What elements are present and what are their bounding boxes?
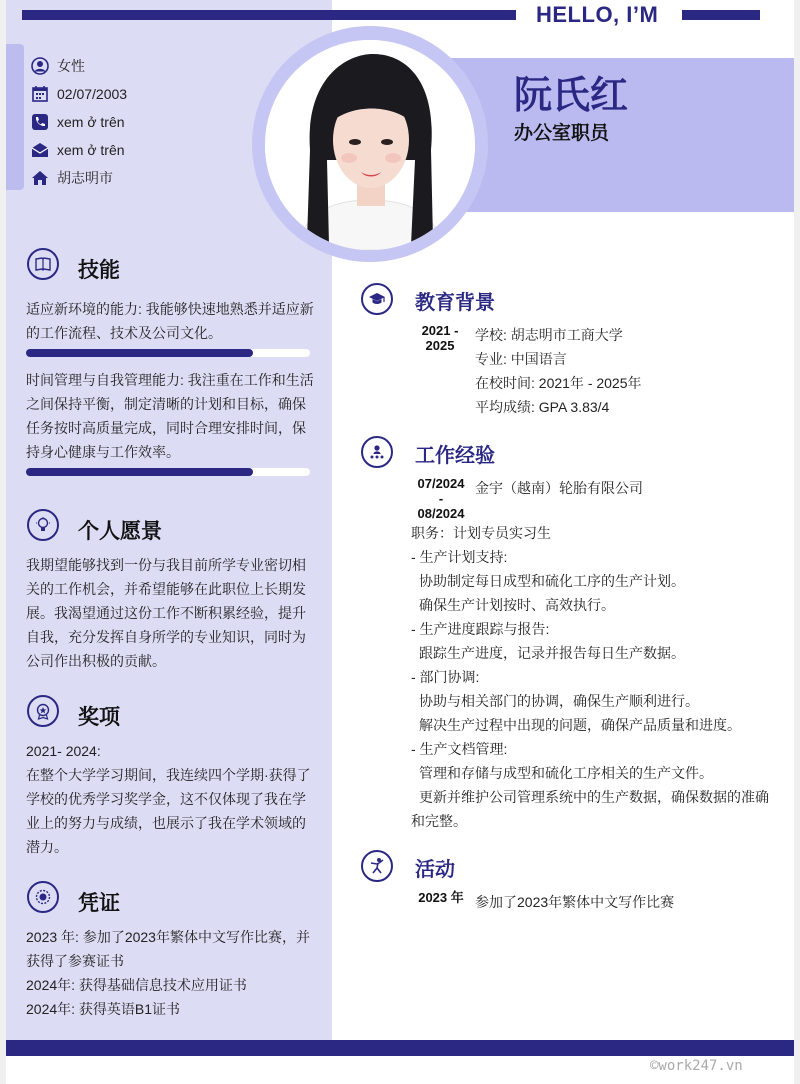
certificate-item: 2023 年: 参加了2023年繁体中文写作比赛，并获得了参赛证书 [26,929,310,969]
certificates-title: 凭证 [78,892,120,915]
contact-text: xem ở trên [57,142,125,158]
contact-address [30,168,113,188]
graduation-cap-icon [361,283,393,315]
experience-date-start: 07/2024 [417,476,465,491]
experience-title: 工作经验 [415,445,495,467]
skill-bar [26,468,310,476]
mail-icon [30,140,50,160]
top-accent-bar-right [682,10,760,20]
experience-line: - 部门协调: [411,669,480,685]
awards-text: 在整个大学学习期间，我连续四个学期·获得了学校的优秀学习奖学金，这不仅体现了我在学业上的努力与成绩，也展示了我在学术领域的潜力。 [26,767,311,855]
top-accent-bar [22,10,516,20]
experience-line: 协助与相关部门的协调，确保生产顺利进行。 [419,693,699,709]
watermark: ©work247.vn [650,1058,743,1074]
education-date-start: 2021 - [421,323,459,338]
dancer-icon [361,850,393,882]
contact-text: 女性 [57,58,85,74]
activity-date: 2023 年 [418,890,464,905]
experience-line: - 生产计划支持: [411,549,508,565]
contact-text: 02/07/2003 [57,86,128,102]
awards-title: 奖项 [78,706,120,729]
calendar-icon [30,84,50,104]
education-line: 专业: 中国语言 [475,351,567,367]
medal-icon [27,695,59,727]
skills-title: 技能 [78,259,120,282]
experience-line: 职务：计划专员实习生 [411,525,551,541]
footer-bar [6,1040,794,1056]
awards-period: 2021- 2024: [26,743,101,759]
contact-phone [30,112,125,132]
resume-page [6,0,794,1084]
experience-line: 确保生产计划按时、高效执行。 [419,597,615,613]
candidate-name: 阮氏红 [514,75,629,117]
experience-line: - 生产文档管理: [411,741,508,757]
experience-date-separator: - [438,491,444,506]
skill-bar-fill [26,468,253,476]
experience-line: 协助制定每日成型和硫化工序的生产计划。 [419,573,685,589]
activity-text: 参加了2023年繁体中文写作比赛 [475,894,675,910]
contact-gender [30,56,85,76]
contact-birthday [30,84,127,104]
experience-line: 跟踪生产进度，记录并报告每日生产数据。 [419,645,685,661]
hello-heading: HELLO, I’M [536,2,659,27]
experience-line: 更新并维护公司管理系统中的生产数据，确保数据的准确和完整。 [411,789,769,829]
experience-line: 解决生产过程中出现的问题，确保产品质量和进度。 [419,717,741,733]
education-line: 平均成绩: GPA 3.83/4 [475,399,610,415]
experience-line: 管理和存储与成型和硫化工序相关的生产文件。 [419,765,713,781]
education-line: 学校: 胡志明市工商大学 [475,327,623,343]
contact-text: xem ở trên [57,114,125,130]
job-title: 办公室职员 [514,123,610,144]
certificate-icon [27,881,59,913]
skill-bar [26,349,310,357]
vision-title: 个人愿景 [78,520,162,543]
skill-text: 适应新环境的能力: 我能够快速地熟悉并适应新的工作流程、技术及公司文化。 [26,301,314,341]
education-date-end: 2025 [425,338,455,353]
lightbulb-icon [27,509,59,541]
certificate-item: 2024年: 获得基础信息技术应用证书 [26,977,247,993]
company-name: 金宇（越南）轮胎有限公司 [475,480,643,496]
education-title: 教育背景 [415,292,495,314]
contact-text: 胡志明市 [57,170,113,186]
book-icon [27,248,59,280]
team-icon [361,436,393,468]
user-icon [30,56,50,76]
contact-tab [6,44,24,190]
education-line: 在校时间: 2021年 - 2025年 [475,375,642,391]
profile-photo [265,40,475,250]
experience-line: - 生产进度跟踪与报告: [411,621,550,637]
certificate-item: 2024年: 获得英语B1证书 [26,1001,181,1017]
vision-text: 我期望能够找到一份与我目前所学专业密切相关的工作机会，并希望能够在此职位上长期发展。我渴望通过这份工作不断积累经验，提升自我，充分发挥自身所学的专业知识，同时为公司作出积极的贡献。 [26,557,306,669]
contact-email [30,140,125,160]
experience-date-end: 08/2024 [417,506,465,521]
home-icon [30,168,50,188]
phone-icon [30,112,50,132]
skill-text: 时间管理与自我管理能力: 我注重在工作和生活之间保持平衡，制定清晰的计划和目标，确保任务按时高质量完成，同时合理安排时间，保持身心健康与工作效率。 [26,372,314,460]
skill-bar-fill [26,349,253,357]
activities-title: 活动 [415,859,455,881]
